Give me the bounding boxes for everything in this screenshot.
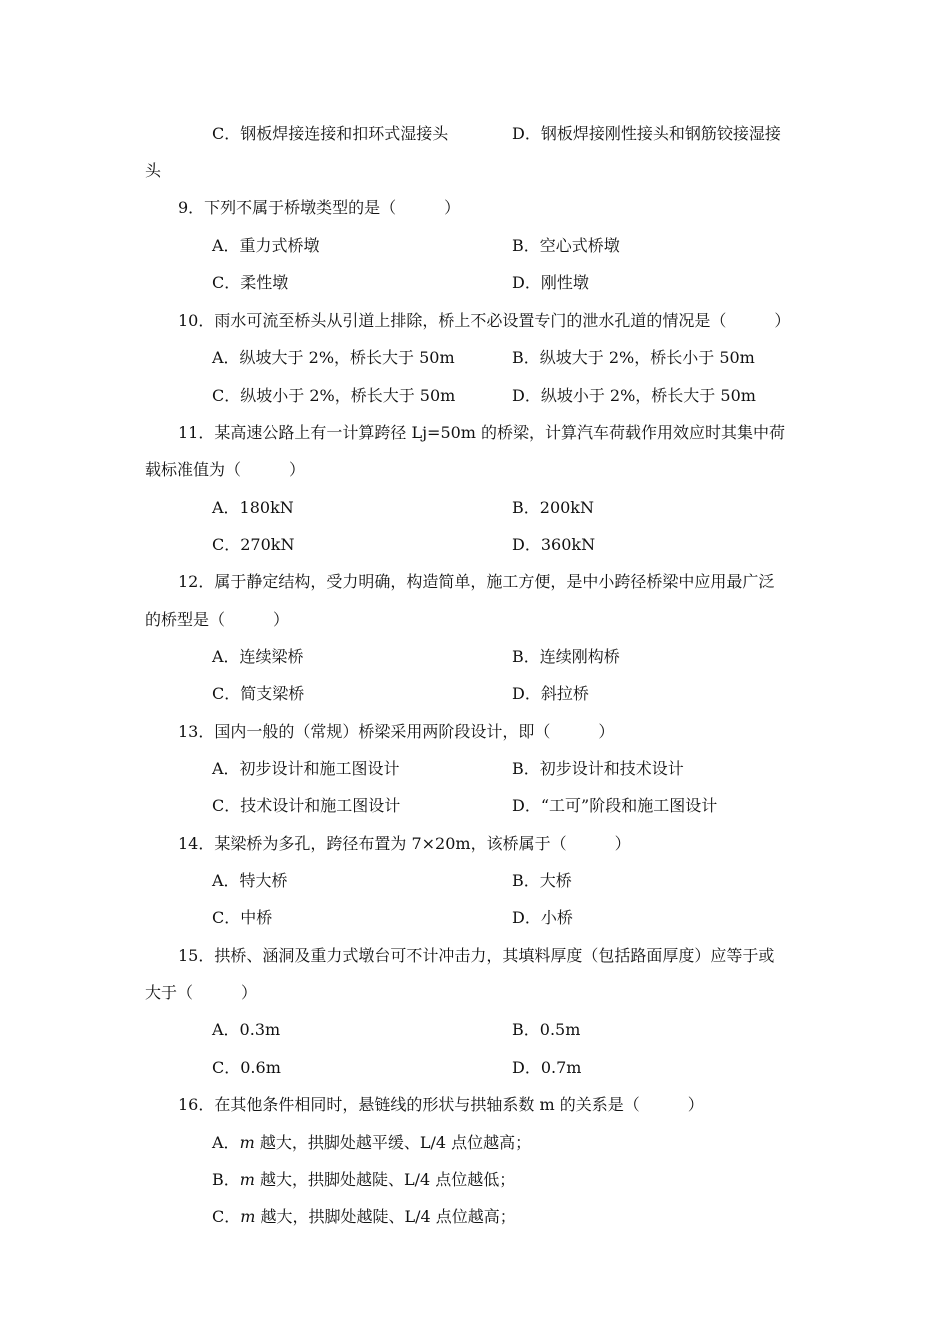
q10-stem: 10．雨水可流至桥头从引道上排除，桥上不必设置专门的泄水孔道的情况是（ ） <box>178 311 791 330</box>
q15-stem-line1: 15．拱桥、涵洞及重力式墩台可不计冲击力，其填料厚度（包括路面厚度）应等于或 <box>178 946 775 965</box>
q13-option-a: A．初步设计和施工图设计 <box>212 759 400 778</box>
q10-option-c: C．纵坡小于 2%，桥长大于 50m <box>212 386 456 405</box>
q10-option-a: A．纵坡大于 2%，桥长大于 50m <box>212 348 455 367</box>
q16-option-c-variable: m <box>240 1207 256 1226</box>
q16-option-b <box>212 1170 515 1190</box>
q14-option-c: C．中桥 <box>212 908 273 927</box>
q12-option-a: A．连续梁桥 <box>212 647 304 666</box>
q11-option-a: A．180kN <box>212 498 294 517</box>
q9-option-b: B．空心式桥墩 <box>512 236 620 255</box>
q16-option-c-text: 越大，拱脚处越陡、L/4 点位越高； <box>255 1207 516 1226</box>
q10-option-b: B．纵坡大于 2%，桥长小于 50m <box>512 348 755 367</box>
q13-option-b: B．初步设计和技术设计 <box>512 759 684 778</box>
q13-option-d: D．“工可”阶段和施工图设计 <box>512 796 718 815</box>
q9-option-a: A．重力式桥墩 <box>212 236 320 255</box>
q13-option-c: C．技术设计和施工图设计 <box>212 796 401 815</box>
q13-stem: 13．国内一般的（常规）桥梁采用两阶段设计，即（ ） <box>178 722 615 741</box>
q16-option-a-text: 越大，拱脚处越平缓、L/4 点位越高； <box>254 1133 532 1152</box>
q12-stem-line1: 12．属于静定结构，受力明确，构造简单，施工方便，是中小跨径桥梁中应用最广泛 <box>178 572 775 591</box>
q11-stem-line2: 载标准值为（ ） <box>145 460 306 479</box>
q8-option-d: D．钢板焊接刚性接头和钢筋铰接湿接 <box>512 124 781 143</box>
q12-option-b: B．连续刚构桥 <box>512 647 620 666</box>
q16-option-b-text: 越大，拱脚处越陡、L/4 点位越低； <box>254 1170 516 1189</box>
q14-option-d: D．小桥 <box>512 908 573 927</box>
q16-option-c-label: C． <box>212 1207 241 1226</box>
q11-stem-line1: 11．某高速公路上有一计算跨径 Lj=50m 的桥梁，计算汽车荷载作用效应时其集中荷 <box>178 423 786 442</box>
q16-option-c <box>212 1207 516 1227</box>
q14-option-a: A．特大桥 <box>212 871 288 890</box>
q16-option-a-label: A． <box>212 1133 240 1152</box>
q12-option-d: D．斜拉桥 <box>512 684 589 703</box>
q15-option-b: B．0.5m <box>512 1020 581 1039</box>
q11-option-d: D．360kN <box>512 535 596 554</box>
q11-option-c: C．270kN <box>212 535 295 554</box>
q9-option-c: C．柔性墩 <box>212 273 289 292</box>
q16-option-a <box>212 1133 531 1153</box>
q15-option-a: A．0.3m <box>212 1020 281 1039</box>
q12-stem-line2: 的桥型是（ ） <box>145 610 290 629</box>
q8-option-d-wrap: 头 <box>145 161 162 180</box>
q16-option-b-label: B． <box>212 1170 240 1189</box>
q15-option-d: D．0.7m <box>512 1058 582 1077</box>
q14-stem: 14．某梁桥为多孔，跨径布置为 7×20m，该桥属于（ ） <box>178 834 631 853</box>
q14-option-b: B．大桥 <box>512 871 572 890</box>
q16-option-a-variable: m <box>239 1133 255 1152</box>
q16-stem: 16．在其他条件相同时，悬链线的形状与拱轴系数 m 的关系是（ ） <box>178 1095 704 1114</box>
q15-stem-line2: 大于（ ） <box>145 983 258 1002</box>
q8-option-c: C．钢板焊接连接和扣环式湿接头 <box>212 124 449 143</box>
q11-option-b: B．200kN <box>512 498 594 517</box>
q15-option-c: C．0.6m <box>212 1058 281 1077</box>
q12-option-c: C．简支梁桥 <box>212 684 305 703</box>
q16-option-b-variable: m <box>239 1170 255 1189</box>
q10-option-d: D．纵坡小于 2%，桥长大于 50m <box>512 386 756 405</box>
q9-option-d: D．刚性墩 <box>512 273 589 292</box>
q9-stem: 9．下列不属于桥墩类型的是（ ） <box>178 198 461 217</box>
